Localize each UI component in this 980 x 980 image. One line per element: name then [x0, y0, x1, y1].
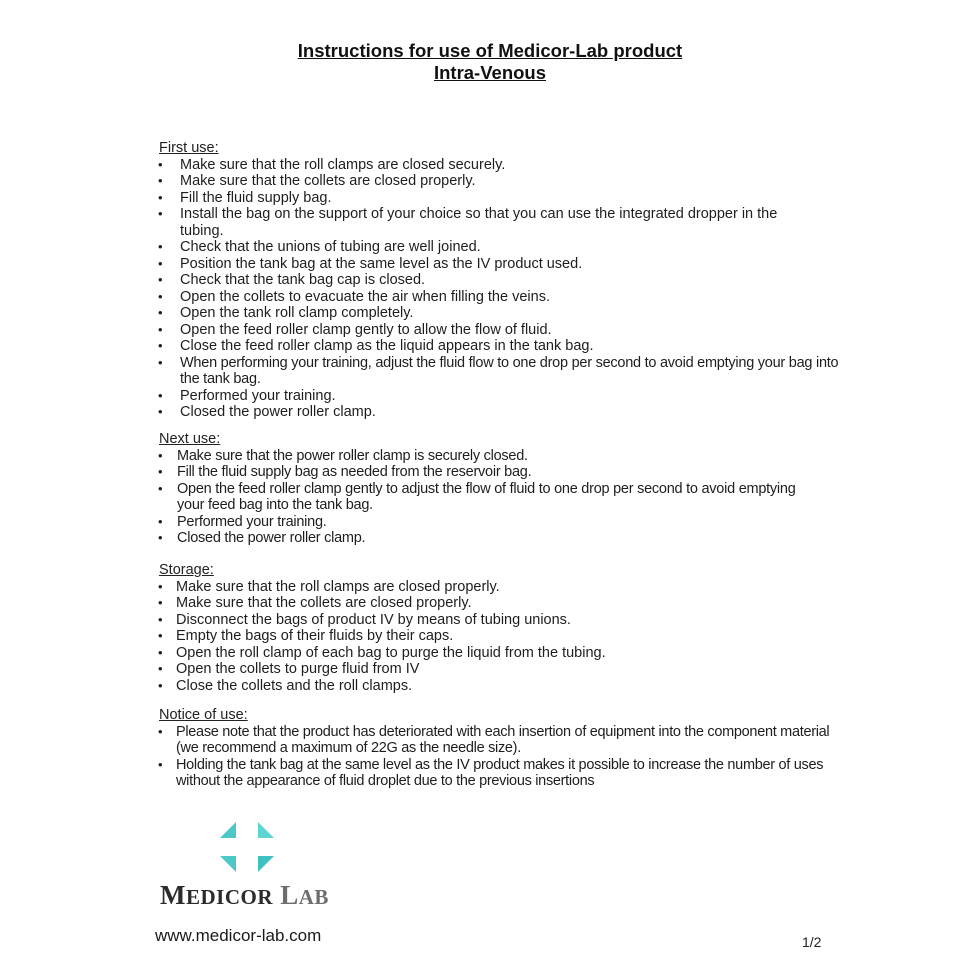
list-item: • Check that the unions of tubing are well joined. [155, 239, 845, 256]
section-notice-of-use [155, 707, 845, 790]
list-item: • Make sure that the roll clamps are closed securely. [155, 157, 845, 174]
website-link[interactable]: www.medicor-lab.com [155, 926, 322, 945]
list-item: • Empty the bags of their fluids by their caps. [155, 628, 845, 645]
list-item: • Make sure that the roll clamps are closed properly. [155, 579, 845, 596]
list-item: • Open the feed roller clamp gently to allow the flow of fluid. [155, 322, 845, 339]
section-first-use [155, 140, 845, 421]
list-item: • Performed your training. [155, 388, 845, 405]
list-item: • Fill the fluid supply bag as needed from the reservoir bag. [155, 464, 845, 481]
section-heading: Next use: [159, 431, 221, 447]
list-item: • Make sure that the collets are closed properly. [155, 173, 845, 190]
list-item: • Open the roll clamp of each bag to purge the liquid from the tubing. [155, 645, 845, 662]
list-item: • Install the bag on the support of your choice so that you can use the integrated dropper in the tubing. [155, 206, 800, 239]
list-item: • Closed the power roller clamp. [155, 404, 845, 421]
list-item: • Make sure that the power roller clamp is securely closed. [155, 448, 845, 465]
instruction-list [155, 448, 845, 547]
instruction-list [155, 724, 845, 790]
list-item: • When performing your training, adjust the fluid flow to one drop per second to avoid emptying your bag into the tank bag. [155, 355, 840, 388]
section-heading: Storage: [159, 562, 214, 578]
list-item: • Close the feed roller clamp as the liquid appears in the tank bag. [155, 338, 845, 355]
brand-wordmark: MEDICOR LAB [160, 880, 329, 910]
list-item: • Closed the power roller clamp. [155, 530, 845, 547]
list-item: • Make sure that the collets are closed properly. [155, 595, 845, 612]
section-heading: First use: [159, 140, 219, 156]
list-item: • Disconnect the bags of product IV by means of tubing unions. [155, 612, 845, 629]
section-storage [155, 562, 845, 694]
list-item: • Position the tank bag at the same level as the IV product used. [155, 256, 845, 273]
instruction-list [155, 579, 845, 695]
section-heading: Notice of use: [159, 707, 248, 723]
instruction-list [155, 157, 845, 421]
title-line-2: Intra-Venous [433, 62, 547, 83]
list-item: • Please note that the product has deteriorated with each insertion of equipment into the component material (we recommend a maximum of 22G as the needle size). [155, 724, 846, 757]
page-number: 1/2 [802, 934, 822, 950]
list-item: • Open the tank roll clamp completely. [155, 305, 845, 322]
list-item: • Open the feed roller clamp gently to adjust the flow of fluid to one drop per second to avoid emptying your feed bag into the tank bag. [155, 481, 797, 514]
list-item: • Fill the fluid supply bag. [155, 190, 845, 207]
list-item: • Open the collets to purge fluid from IV [155, 661, 845, 678]
section-next-use [155, 431, 845, 547]
list-item: • Performed your training. [155, 514, 845, 531]
medical-cross-icon [218, 822, 278, 880]
list-item: • Holding the tank bag at the same level as the IV product makes it possible to increase the number of uses without the appearance of fluid droplet due to the previous insertions [155, 757, 846, 790]
title-line-1: Instructions for use of Medicor-Lab product [297, 40, 683, 61]
list-item: • Check that the tank bag cap is closed. [155, 272, 845, 289]
list-item: • Open the collets to evacuate the air when filling the veins. [155, 289, 845, 306]
list-item: • Close the collets and the roll clamps. [155, 678, 845, 695]
